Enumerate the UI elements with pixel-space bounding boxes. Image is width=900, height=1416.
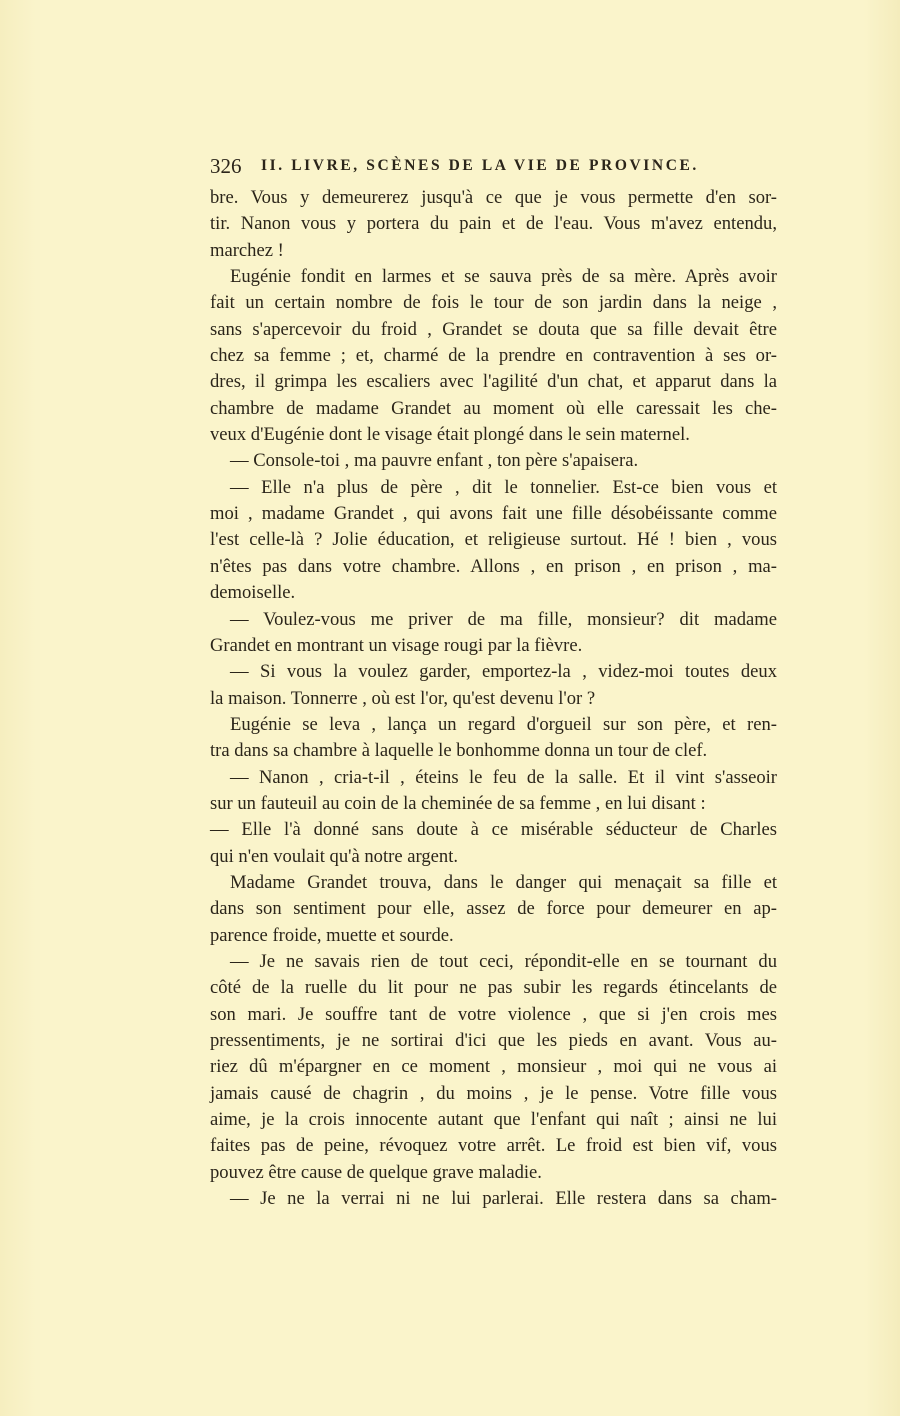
paragraph xyxy=(210,817,777,870)
paragraph xyxy=(210,712,777,765)
text-line: pouvez être cause de quelque grave maladie. xyxy=(210,1161,542,1183)
text-line: — Elle l'à donné sans doute à ce misérable séducteur de Charles xyxy=(210,819,777,841)
text-line: parence froide, muette et sourde. xyxy=(210,924,454,946)
text-line: son mari. Je souffre tant de votre violence , que si j'en crois mes xyxy=(210,1003,777,1025)
paragraph xyxy=(210,870,777,949)
text-line: dans son sentiment pour elle, assez de force pour demeurer en ap- xyxy=(210,898,777,920)
text-line: — Si vous la voulez garder, emportez-la , videz-moi toutes deux xyxy=(230,661,777,683)
text-line: sans s'apercevoir du froid , Grandet se douta que sa fille devait être xyxy=(210,318,777,340)
text-line: — Nanon , cria-t-il , éteins le feu de la salle. Et il vint s'asseoir xyxy=(230,766,777,788)
paragraph xyxy=(210,448,777,474)
text-line: aime, je la crois innocente autant que l'enfant qui naît ; ainsi ne lui xyxy=(210,1109,777,1131)
text-line: qui n'en voulait qu'à notre argent. xyxy=(210,845,459,867)
text-line: la maison. Tonnerre , où est l'or, qu'est devenu l'or ? xyxy=(210,687,596,709)
text-line: — Elle n'a plus de père , dit le tonnelier. Est-ce bien vous et xyxy=(230,476,777,498)
text-line: Eugénie fondit en larmes et se sauva près de sa mère. Après avoir xyxy=(230,266,777,288)
page-header xyxy=(210,154,777,180)
text-line: pressentiments, je ne sortirai d'ici que les pieds en avant. Vous au- xyxy=(210,1030,777,1051)
text-line: veux d'Eugénie dont le visage était plongé dans le sein maternel. xyxy=(210,424,690,446)
paragraph xyxy=(210,264,777,448)
paragraph xyxy=(210,607,777,660)
paragraph xyxy=(210,765,777,818)
text-line: bre. Vous y demeurerez jusqu'à ce que je vous permette d'en sor- xyxy=(210,187,777,208)
text-line: — Console-toi , ma pauvre enfant , ton père s'apaisera. xyxy=(230,450,639,472)
text-line: jamais causé de chagrin , du moins , je le pense. Votre fille vous xyxy=(210,1082,777,1104)
text-line: demoiselle. xyxy=(210,582,296,604)
text-line: tir. Nanon vous y portera du pain et de l'eau. Vous m'avez entendu, xyxy=(210,213,777,235)
text-line: côté de la ruelle du lit pour ne pas subir les regards étincelants de xyxy=(210,977,777,999)
paragraph xyxy=(210,949,777,1186)
text-line: Grandet en montrant un visage rougi par la fièvre. xyxy=(210,634,583,656)
page-body-text xyxy=(210,185,777,1212)
text-line: chez sa femme ; et, charmé de la prendre en contravention à ses or- xyxy=(210,345,777,367)
paragraph xyxy=(210,659,777,712)
text-line: Eugénie se leva , lança un regard d'orgueil sur son père, et ren- xyxy=(230,713,777,735)
text-line: chambre de madame Grandet au moment où elle caressait les che- xyxy=(210,397,777,419)
text-line: — Je ne savais rien de tout ceci, répondit-elle en se tournant du xyxy=(230,950,777,972)
paragraph xyxy=(210,475,777,607)
text-line: Madame Grandet trouva, dans le danger qui menaçait sa fille et xyxy=(230,871,777,893)
text-line: — Voulez-vous me priver de ma fille, monsieur? dit madame xyxy=(230,608,777,630)
text-line: faites pas de peine, révoquez votre arrêt. Le froid est bien vif, vous xyxy=(210,1135,777,1157)
text-line: moi , madame Grandet , qui avons fait une fille désobéissante comme xyxy=(210,503,777,525)
paragraph xyxy=(210,185,777,264)
text-line: — Je ne la verrai ni ne lui parlerai. Elle restera dans sa cham- xyxy=(230,1188,777,1210)
running-title: II. LIVRE, SCÈNES DE LA VIE DE PROVINCE. xyxy=(261,157,699,174)
text-line: dres, il grimpa les escaliers avec l'agilité d'un chat, et apparut dans la xyxy=(210,371,777,393)
paragraph xyxy=(210,1186,777,1212)
text-line: fait un certain nombre de fois le tour de son jardin dans la neige , xyxy=(210,292,777,314)
text-line: tra dans sa chambre à laquelle le bonhomme donna un tour de clef. xyxy=(210,740,708,762)
text-line: marchez ! xyxy=(210,239,284,261)
page-number: 326 xyxy=(210,154,242,178)
text-line: n'êtes pas dans votre chambre. Allons , en prison , en prison , ma- xyxy=(210,555,777,577)
text-line: riez dû m'épargner en ce moment , monsieur , moi qui ne vous ai xyxy=(210,1056,777,1078)
text-line: l'est celle-là ? Jolie éducation, et religieuse surtout. Hé ! bien , vous xyxy=(210,529,777,551)
text-line: sur un fauteuil au coin de la cheminée de sa femme , en lui disant : xyxy=(210,792,706,814)
